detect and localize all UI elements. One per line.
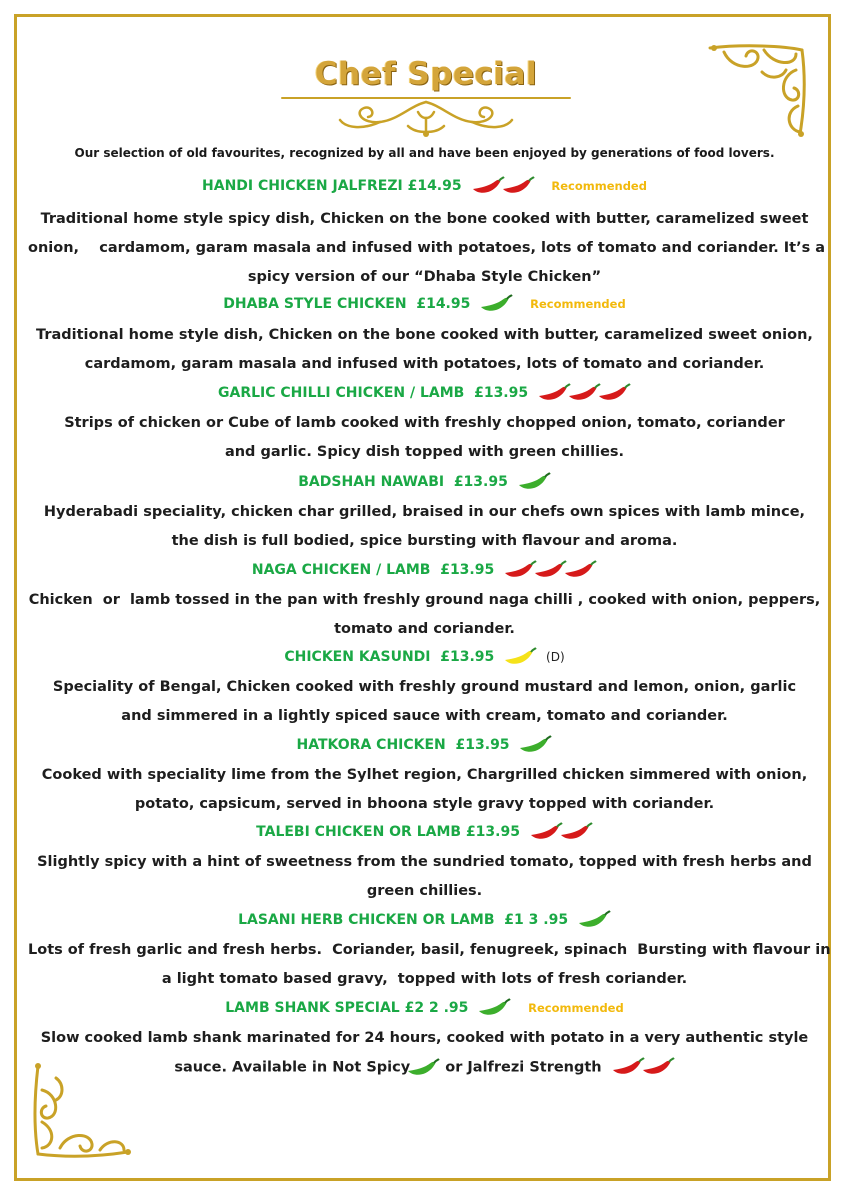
red-chili-icon: [611, 1057, 645, 1077]
description-segment: or Jalfrezi Strength: [440, 1059, 607, 1076]
dish-title-badshah-nawabi: [30, 470, 819, 494]
description-line: and simmered in a lightly spiced sauce with cream, tomato and coriander.: [121, 708, 728, 724]
dish-description: [28, 1024, 821, 1083]
spice-level-yellow: [503, 645, 537, 669]
spice-level-green: [577, 908, 611, 932]
description-line: Traditional home style spicy dish, Chicken on the bone cooked with butter, caramelized sweet: [40, 211, 809, 227]
red-chili-icon: [559, 822, 593, 842]
spice-level-green: [477, 996, 511, 1020]
spice-level-3-red: [537, 381, 631, 405]
red-chili-icon: [641, 1057, 675, 1077]
dish-title-lasani-herb-chicken-or-lamb: [30, 908, 819, 932]
description-line: Strips of chicken or Cube of lamb cooked with freshly chopped onion, tomato, coriander: [64, 415, 785, 431]
green-chili-icon: [577, 910, 611, 930]
dish-title-talebi-chicken-or-lamb: [30, 820, 819, 844]
spice-level-2-red: [611, 1053, 675, 1082]
spice-level-green: [518, 733, 552, 757]
dish-title-garlic-chilli-chicken-lamb: [30, 381, 819, 405]
dish-name: GARLIC CHILLI CHICKEN / LAMB £13.95: [218, 385, 529, 401]
description-line: Speciality of Bengal, Chicken cooked with freshly ground mustard and lemon, onion, garlic: [52, 679, 797, 695]
red-chili-icon: [537, 383, 571, 403]
red-chili-icon: [563, 560, 597, 580]
dish-name: HANDI CHICKEN JALFREZI £14.95: [202, 178, 462, 194]
dish-description: [28, 586, 821, 644]
red-chili-icon: [597, 383, 631, 403]
green-chili-icon: [518, 735, 552, 755]
description-line: potato, capsicum, served in bhoona style gravy topped with coriander.: [134, 796, 715, 812]
dish-name: LASANI HERB CHICKEN OR LAMB £1 3 .95: [238, 912, 569, 928]
description-line: Cooked with speciality lime from the Sylhet region, Chargrilled chicken simmered with onion,: [41, 767, 808, 783]
dish-name: DHABA STYLE CHICKEN £14.95: [223, 296, 471, 312]
dish-title-chicken-kasundi: [30, 645, 819, 669]
spice-level-3-red: [503, 558, 597, 582]
description-line: Lots of fresh garlic and fresh herbs. Coriander, basil, fenugreek, spinach Bursting with flavour in: [28, 942, 831, 958]
spice-level-2-red: [529, 820, 593, 844]
description-line: the dish is full bodied, spice bursting with flavour and aroma.: [171, 533, 678, 549]
red-chili-icon: [533, 560, 567, 580]
red-chili-icon: [501, 176, 535, 196]
dish-description: [28, 409, 821, 467]
corner-ornament-top-right: [704, 40, 808, 138]
description-line: Slightly spicy with a hint of sweetness from the sundried tomato, topped with fresh herbs and: [37, 854, 812, 870]
dish-description: [28, 761, 821, 819]
dish-title-naga-chicken-lamb: [30, 558, 819, 582]
dish-title-hatkora-chicken: [30, 733, 819, 757]
dish-name: HATKORA CHICKEN £13.95: [296, 737, 510, 753]
red-chili-icon: [471, 176, 505, 196]
description-segment: sauce. Available in Not Spicy: [174, 1059, 411, 1076]
red-chili-icon: [529, 822, 563, 842]
spice-level-2-red: [471, 174, 535, 198]
dish-description: [28, 205, 826, 292]
dish-name: CHICKEN KASUNDI £13.95: [284, 649, 495, 665]
dish-description: [28, 321, 821, 379]
description-line: Slow cooked lamb shank marinated for 24 hours, cooked with potato in a very authentic style: [40, 1030, 809, 1046]
spice-level-green: [479, 292, 513, 316]
description-line: a light tomato based gravy, topped with lots of fresh coriander.: [161, 971, 688, 987]
green-chili-icon: [477, 998, 511, 1018]
description-line: green chillies.: [366, 883, 483, 899]
red-chili-icon: [503, 560, 537, 580]
description-line: spicy version of our “Dhaba Style Chicken”: [247, 269, 602, 285]
description-line: tomato and coriander.: [334, 621, 515, 637]
recommended-badge: Recommended: [551, 179, 647, 193]
description-line: and garlic. Spicy dish topped with green chillies.: [224, 444, 625, 460]
dish-description: [28, 673, 821, 731]
description-line: cardamom, garam masala and infused with potatoes, lots of tomato and coriander.: [84, 356, 765, 372]
dish-title-dhaba-style-chicken: [30, 292, 819, 316]
page-title: Chef Special: [314, 56, 538, 92]
dish-title-handi-chicken-jalfrezi: [30, 174, 819, 198]
dish-description: [28, 848, 821, 906]
dish-description: [28, 498, 821, 556]
description-line: onion, cardamom, garam masala and infused with potatoes, lots of tomato and coriander. It’s a: [28, 240, 826, 256]
dish-title-lamb-shank-special: [30, 996, 819, 1020]
green-chili-icon: [517, 472, 551, 492]
description-line-with-icons: [28, 1053, 821, 1083]
recommended-badge: Recommended: [528, 1001, 624, 1015]
dish-name: TALEBI CHICKEN OR LAMB £13.95: [256, 824, 520, 840]
dairy-tag: (D): [546, 650, 565, 664]
spice-level-green: [517, 470, 551, 494]
title-flourish-ornament: [280, 90, 572, 138]
dish-description: [28, 936, 831, 994]
recommended-badge: Recommended: [530, 297, 626, 311]
title-block: [280, 56, 572, 138]
intro-text: Our selection of old favourites, recognized by all and have been enjoyed by generations of food lovers.: [74, 146, 775, 160]
dish-name: BADSHAH NAWABI £13.95: [298, 474, 508, 490]
description-line: Chicken or lamb tossed in the pan with freshly ground naga chilli , cooked with onion, peppers,: [28, 592, 821, 608]
dish-name: NAGA CHICKEN / LAMB £13.95: [251, 562, 495, 578]
red-chili-icon: [567, 383, 601, 403]
green-chili-icon: [406, 1058, 440, 1078]
description-line: Hyderabadi speciality, chicken char grilled, braised in our chefs own spices with lamb mince,: [43, 504, 806, 520]
yellow-chili-icon: [503, 647, 537, 667]
green-chili-icon: [479, 294, 513, 314]
description-line: Traditional home style dish, Chicken on the bone cooked with butter, caramelized sweet onion,: [36, 327, 813, 343]
dish-name: LAMB SHANK SPECIAL £2 2 .95: [225, 1000, 469, 1016]
